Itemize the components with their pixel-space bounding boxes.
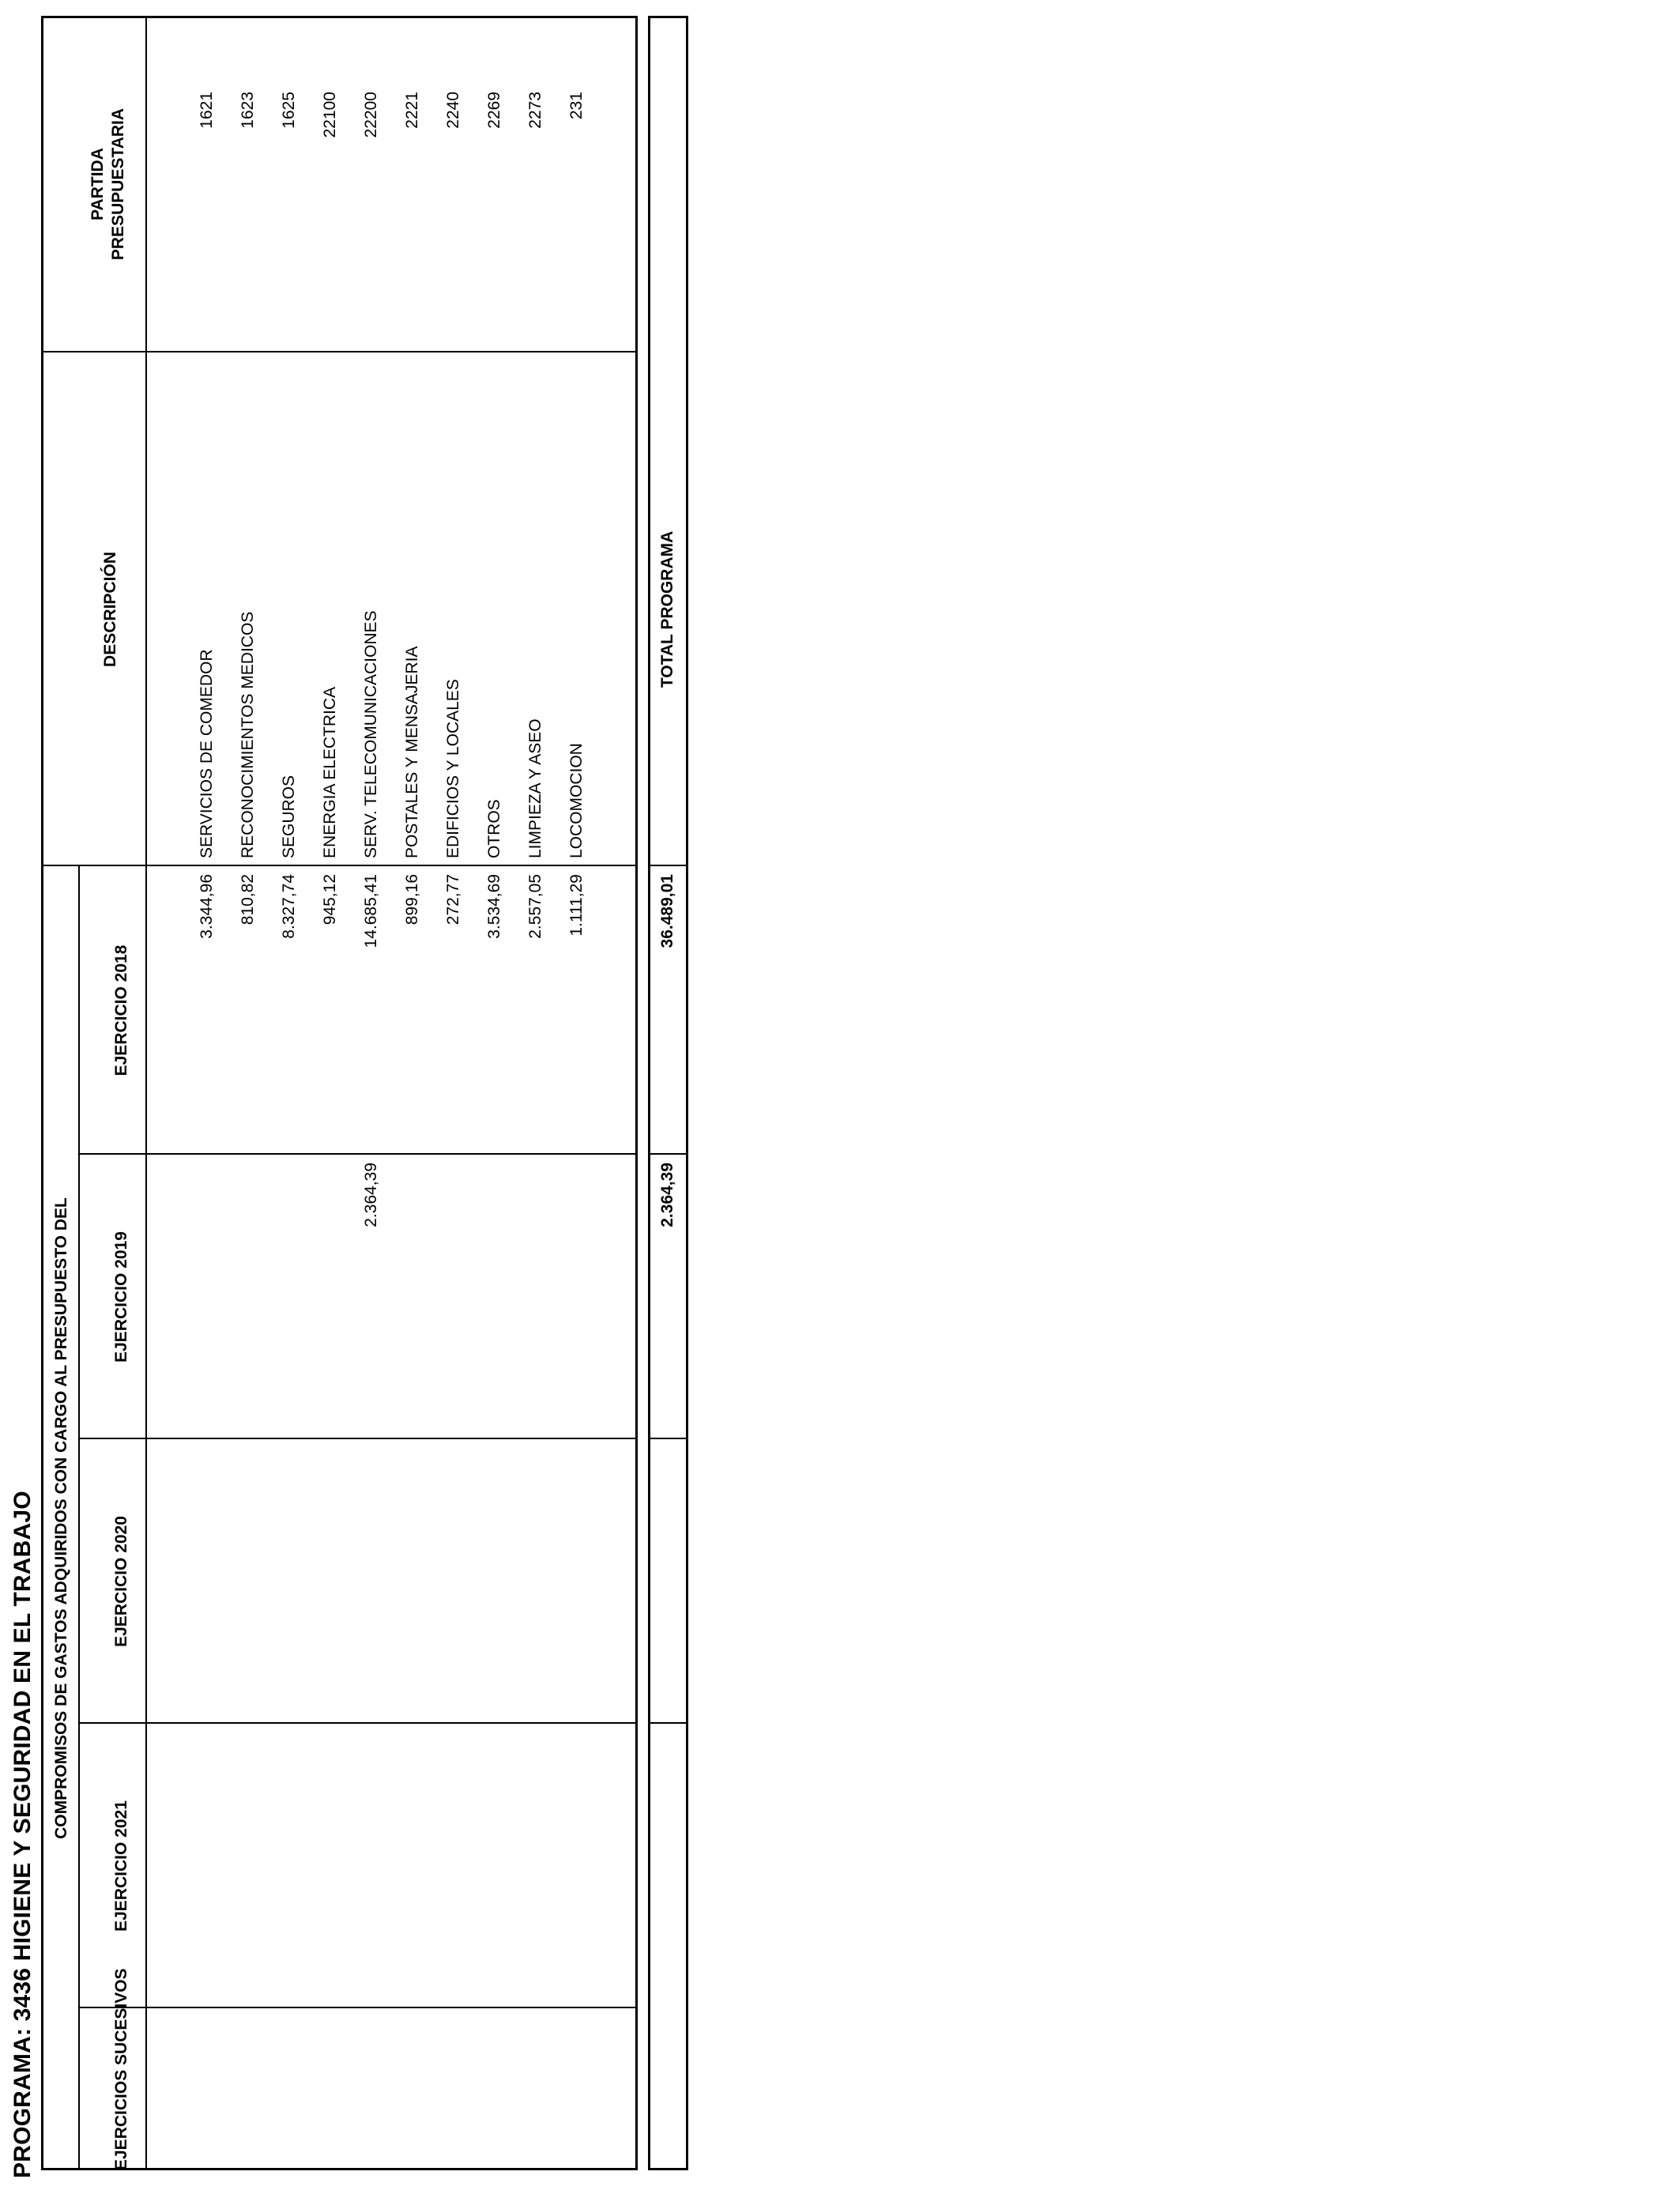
row-descripcion: POSTALES Y MENSAJERIA — [403, 646, 421, 858]
table-border-right — [41, 16, 638, 18]
row-ej2018: 14.685,41 — [362, 874, 380, 948]
divider-2018-2019 — [78, 1153, 638, 1155]
header-partida-line1: PARTIDA — [89, 148, 107, 221]
row-descripcion: SEGUROS — [280, 775, 298, 858]
total-border-top — [648, 16, 650, 2170]
row-ej2018: 272,77 — [444, 874, 462, 925]
header-ej2018: EJERCICIO 2018 — [112, 944, 130, 1076]
row-descripcion: OTROS — [485, 799, 503, 858]
header-ej2019-visible: EJERCICIO 2019 — [112, 1231, 130, 1363]
header-partida-line2: PRESUPUESTARIA — [109, 107, 127, 261]
row-ej2018: 1.111,29 — [567, 874, 586, 937]
row-partida: 1621 — [198, 92, 216, 129]
row-descripcion: LOCOMOCION — [567, 743, 586, 858]
header-ej2021: EJERCICIO 2021 — [112, 1800, 130, 1932]
divider-2020-2021 — [78, 1722, 638, 1724]
page-title: PROGRAMA: 3436 HIGIENE Y SEGURIDAD EN EL TRABAJO — [9, 1491, 36, 2178]
row-partida: 231 — [567, 92, 586, 120]
row-descripcion: SERVICIOS DE COMEDOR — [198, 649, 216, 858]
row-partida: 1623 — [239, 92, 257, 129]
divider-partida-descripcion — [41, 351, 638, 352]
row-descripcion: EDIFICIOS Y LOCALES — [444, 679, 462, 858]
row-ej2018: 3.344,96 — [198, 874, 216, 939]
row-descripcion: ENERGIA ELECTRICA — [321, 686, 339, 858]
row-partida: 2273 — [526, 92, 544, 129]
row-ej2018: 945,12 — [321, 874, 339, 925]
row-descripcion: LIMPIEZA Y ASEO — [526, 718, 544, 858]
row-ej2019: 2.364,39 — [362, 1163, 380, 1227]
row-ej2018: 8.327,74 — [280, 874, 298, 939]
total-border-left — [648, 2168, 688, 2170]
group-header-line — [78, 866, 80, 2170]
total-border-bottom — [686, 16, 688, 2170]
total-ej2019: 2.364,39 — [658, 1163, 676, 1227]
row-partida: 22200 — [362, 92, 380, 138]
header-group: COMPROMISOS DE GASTOS ADQUIRIDOS CON CARGO AL PRESUPUESTO DEL — [52, 1197, 70, 1839]
row-partida: 2269 — [485, 92, 503, 129]
row-partida: 2240 — [444, 92, 462, 129]
row-ej2018: 3.534,69 — [485, 874, 503, 939]
header-bottom-line — [145, 16, 147, 2170]
total-ej2018: 36.489,01 — [658, 874, 676, 948]
header-descripcion: DESCRIPCIÓN — [101, 552, 119, 667]
row-ej2018: 2.557,05 — [526, 874, 544, 939]
row-descripcion: RECONOCIMIENTOS MEDICOS — [239, 611, 257, 858]
row-partida: 2221 — [403, 92, 421, 129]
row-partida: 1625 — [280, 92, 298, 129]
total-divider-3 — [648, 1438, 688, 1439]
row-ej2018: 810,82 — [239, 874, 257, 925]
total-border-right — [648, 16, 688, 18]
row-partida: 22100 — [321, 92, 339, 138]
total-divider-2 — [648, 1153, 688, 1155]
row-descripcion: SERV. TELECOMUNICACIONES — [362, 610, 380, 858]
divider-2019-2020b — [78, 1438, 638, 1439]
row-ej2018: 899,16 — [403, 874, 421, 925]
header-sucesivos: EJERCICIOS SUCESIVOS — [112, 1968, 130, 2170]
header-ej2020: EJERCICIO 2020 — [112, 1516, 130, 1647]
total-label: TOTAL PROGRAMA — [658, 530, 676, 688]
table-border-bottom — [635, 16, 638, 2170]
table-border-top — [41, 16, 43, 2170]
total-divider-4 — [648, 1722, 688, 1724]
rotated-page — [0, 0, 695, 2194]
divider-2021-sucesivos — [78, 2007, 638, 2008]
